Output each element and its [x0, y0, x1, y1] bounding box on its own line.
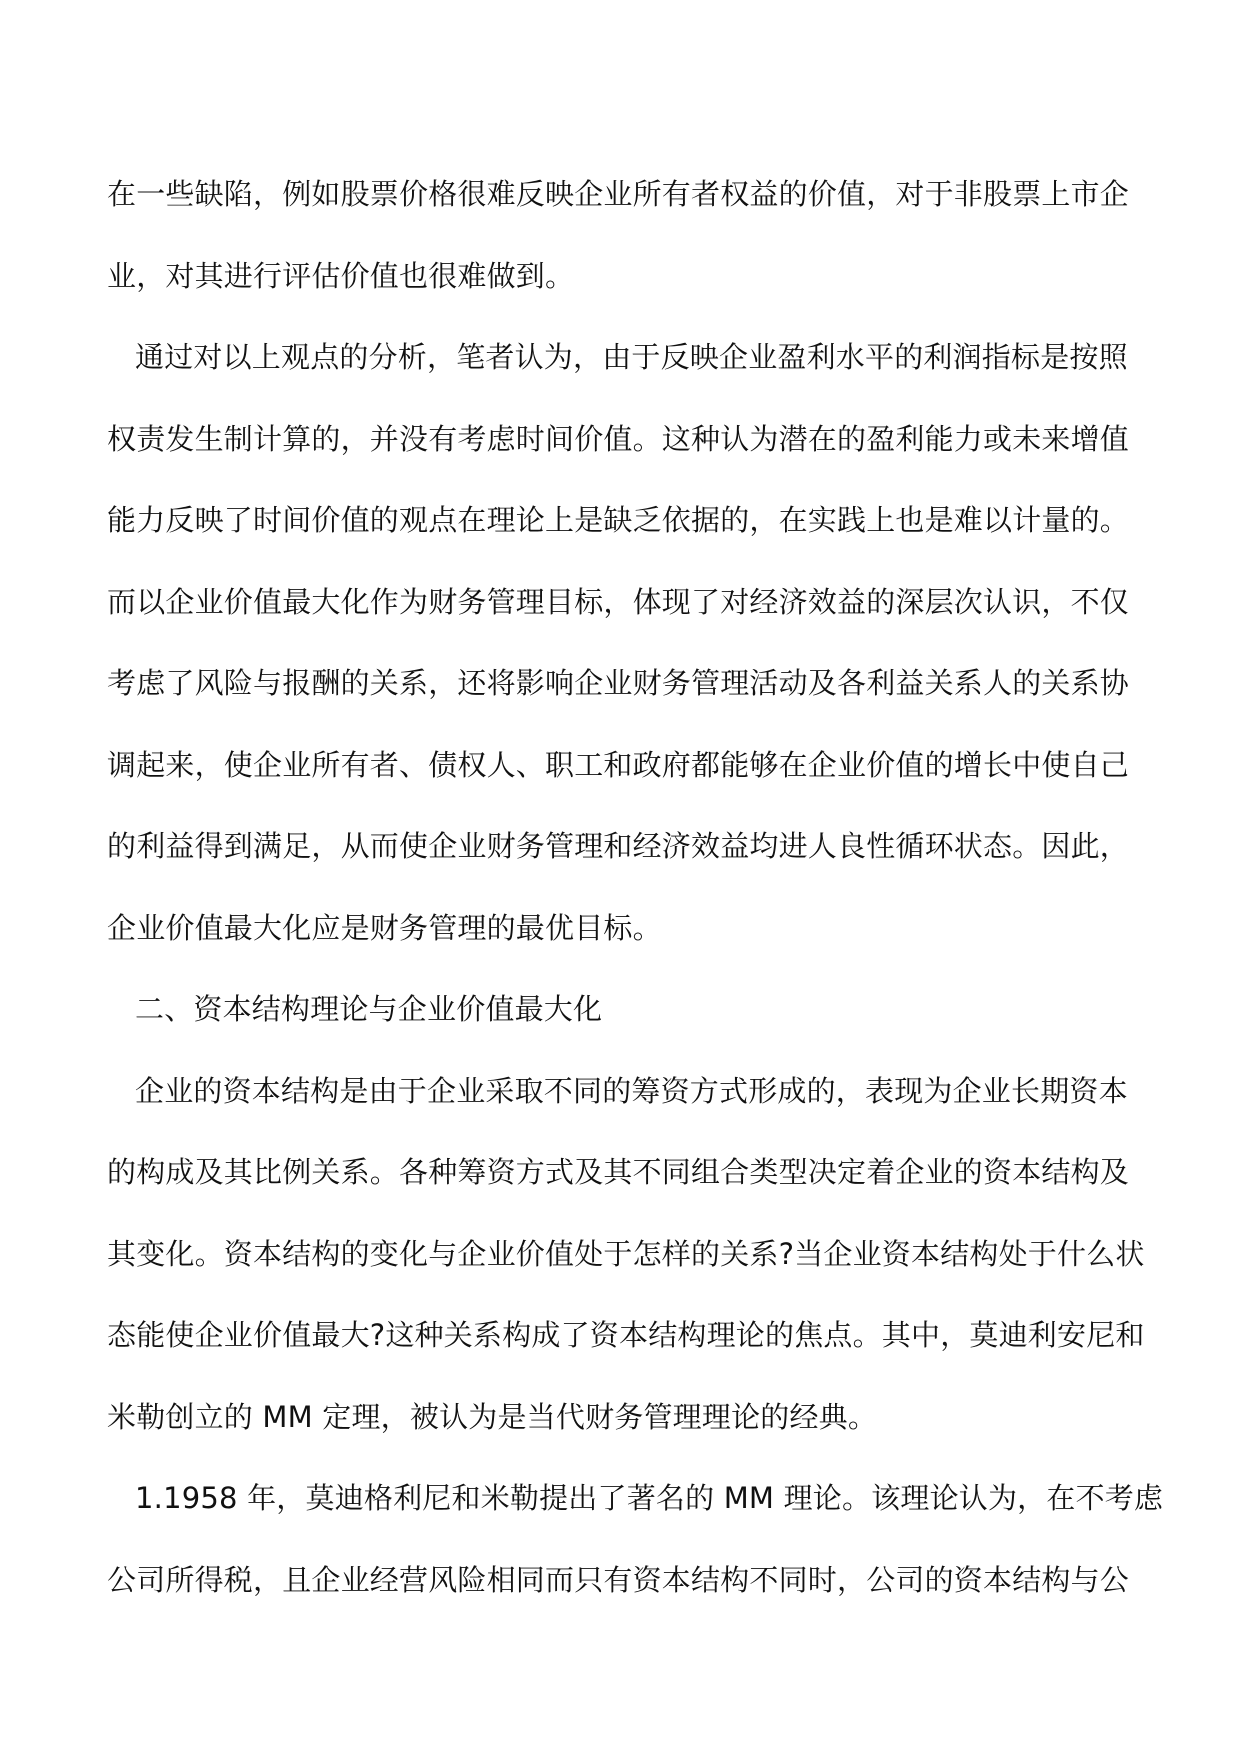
- section-heading: 二、资本结构理论与企业价值最大化: [135, 992, 603, 1026]
- paragraph-line: 在一些缺陷，例如股票价格很难反映企业所有者权益的价值，对于非股票上市企: [107, 177, 1130, 211]
- paragraph-line: 企业价值最大化应是财务管理的最优目标。: [107, 910, 662, 945]
- paragraph-line: 的构成及其比例关系。各种筹资方式及其不同组合类型决定着企业的资本结构及: [107, 1155, 1130, 1189]
- paragraph-line: 其变化。资本结构的变化与企业价值处于怎样的关系?当企业资本结构处于什么状: [107, 1236, 1145, 1271]
- paragraph-line: 业，对其进行评估价值也很难做到。: [107, 258, 575, 293]
- paragraph-line: 能力反映了时间价值的观点在理论上是缺乏依据的，在实践上也是难以计量的。: [107, 503, 1130, 537]
- paragraph-line: 通过对以上观点的分析，笔者认为，由于反映企业盈利水平的利润指标是按照: [135, 340, 1128, 374]
- paragraph-line: 而以企业价值最大化作为财务管理目标，体现了对经济效益的深层次认识，不仅: [107, 584, 1130, 619]
- paragraph-line: 态能使企业价值最大?这种关系构成了资本结构理论的焦点。其中，莫迪利安尼和: [107, 1318, 1145, 1352]
- paragraph-line: 米勒创立的 MM 定理，被认为是当代财务管理理论的经典。: [107, 1399, 878, 1434]
- paragraph-line: 公司所得税，且企业经营风险相同而只有资本结构不同时，公司的资本结构与公: [107, 1562, 1130, 1597]
- paragraph-line: 企业的资本结构是由于企业采取不同的筹资方式形成的，表现为企业长期资本: [135, 1073, 1128, 1108]
- body-text: [107, 154, 1164, 1621]
- paragraph-line: 的利益得到满足，从而使企业财务管理和经济效益均进人良性循环状态。因此，: [107, 829, 1130, 863]
- paragraph-line: 考虑了风险与报酬的关系，还将影响企业财务管理活动及各利益关系人的关系协: [107, 666, 1130, 700]
- paragraph-line: 调起来，使企业所有者、债权人、职工和政府都能够在企业价值的增长中使自己: [107, 747, 1130, 782]
- paragraph-line: 1.1958 年，莫迪格利尼和米勒提出了著名的 MM 理论。该理论认为，在不考虑: [135, 1481, 1164, 1515]
- paragraph-line: 权责发生制计算的，并没有考虑时间价值。这种认为潜在的盈利能力或未来增值: [107, 421, 1130, 456]
